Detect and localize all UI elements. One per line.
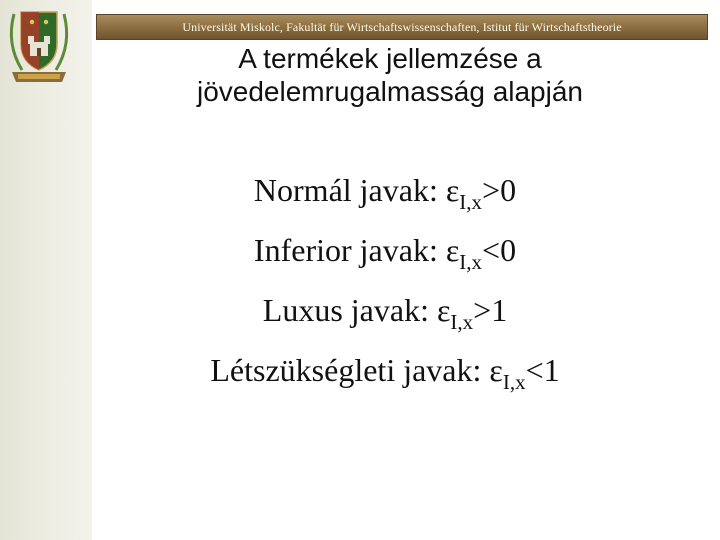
item-subscript: I,x [459,190,483,214]
list-item-inferior [130,226,640,286]
epsilon-symbol: ε [445,172,460,208]
item-label: Inferior javak: [253,232,446,268]
item-label: Normál javak: [253,172,446,208]
item-relation: >0 [482,172,517,208]
list-item-necessity [130,346,640,406]
slide-title-line-2: jövedelemrugalmasság alapján [196,76,583,107]
item-relation: <0 [482,232,517,268]
header-text: Universität Miskolc, Fakultät für Wirtschaftswissenschaften, Istitut für Wirtschaftstheorie [182,20,622,34]
list-item-luxury [130,286,640,346]
epsilon-symbol: ε [489,352,503,388]
item-subscript: I,x [502,370,526,394]
university-crest-icon [4,4,74,88]
slide-title-line-1: A termékek jellemzése a [238,43,542,74]
header-bar [96,14,708,40]
item-label: Létszükségleti javak: [210,352,490,388]
epsilon-symbol: ε [436,292,451,328]
slide-title [120,42,660,108]
list-item-normal [130,166,640,226]
definition-list [130,166,640,406]
item-subscript: I,x [459,250,483,274]
item-label: Luxus javak: [262,292,437,328]
item-relation: >1 [473,292,508,328]
epsilon-symbol: ε [445,232,460,268]
item-subscript: I,x [450,310,474,334]
item-relation: <1 [525,352,560,388]
